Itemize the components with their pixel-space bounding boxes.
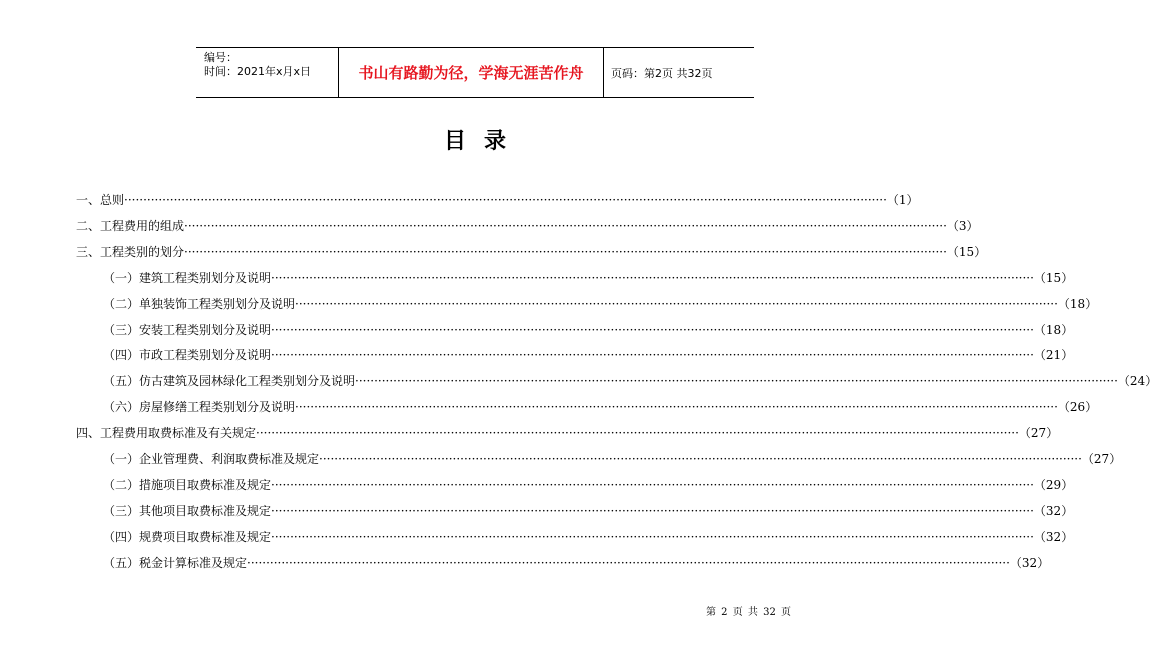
toc-entry-title: 税金计算标准及规定	[139, 555, 248, 570]
toc-entry-number: （一）	[103, 270, 140, 285]
header-page-code: 页码：第2页 共32页	[611, 67, 713, 80]
toc-entry-number: （二）	[103, 477, 140, 492]
toc-entry-page: （32）	[1009, 555, 1050, 570]
toc-entry[interactable]	[103, 296, 1098, 312]
toc-entry[interactable]	[76, 425, 1059, 441]
toc-dot-leader: ········································································································································································································	[184, 218, 947, 233]
toc-entry-title: 企业管理费、利润取费标准及规定	[139, 452, 320, 466]
page-footer: 第 2 页 共 32 页	[706, 607, 791, 618]
toc-entry[interactable]	[103, 477, 1074, 493]
toc-entry[interactable]	[76, 244, 987, 260]
toc-entry-number: （六）	[103, 400, 140, 415]
toc-entry-page: （1）	[886, 193, 919, 207]
document-title: 目录	[443, 128, 524, 154]
toc-dot-leader: ········································································································································································································	[184, 244, 947, 259]
toc-entry-title: 安装工程类别划分及说明	[139, 322, 272, 337]
toc-entry[interactable]	[103, 503, 1074, 519]
toc-entry-title: 工程费用的组成	[100, 218, 185, 233]
toc-dot-leader: ········································································································································································································	[355, 374, 1118, 389]
toc-entry[interactable]	[76, 192, 919, 208]
toc-entry-page: （24）	[1117, 374, 1157, 389]
toc-entry-title: 市政工程类别划分及说明	[139, 348, 272, 363]
toc-entry-title: 工程类别的划分	[100, 244, 185, 259]
toc-entry-page: （32）	[1033, 529, 1074, 544]
toc-entry-page: （26）	[1057, 400, 1098, 415]
toc-entry[interactable]	[103, 347, 1074, 363]
toc-entry-title: 其他项目取费标准及规定	[139, 503, 272, 518]
toc-dot-leader: ········································································································································································································	[124, 193, 887, 207]
toc-dot-leader: ········································································································································································································	[271, 348, 1034, 363]
toc-entry-page: （3）	[946, 218, 979, 233]
toc-entry-number: （五）	[103, 374, 140, 389]
toc-entry-number: 四、	[76, 426, 101, 441]
toc-entry-title: 总则	[100, 193, 125, 207]
toc-dot-leader: ········································································································································································································	[271, 529, 1034, 544]
toc-entry-number: 二、	[76, 218, 101, 233]
toc-dot-leader: ········································································································································································································	[271, 503, 1034, 518]
toc-entry-number: （三）	[103, 503, 140, 518]
toc-entry-title: 规费项目取费标准及规定	[139, 529, 272, 544]
toc-entry-page: （27）	[1081, 452, 1122, 466]
toc-entry-page: （21）	[1033, 348, 1074, 363]
toc-entry-number: （四）	[103, 348, 140, 363]
toc-entry-number: （三）	[103, 322, 140, 337]
toc-dot-leader: ········································································································································································································	[271, 322, 1034, 337]
toc-entry-title: 工程费用取费标准及有关规定	[100, 426, 257, 441]
toc-entry[interactable]	[103, 529, 1074, 545]
toc-entry-title: 房屋修缮工程类别划分及说明	[139, 400, 296, 415]
toc-dot-leader: ········································································································································································································	[247, 555, 1010, 570]
toc-dot-leader: ········································································································································································································	[295, 400, 1058, 415]
document-number-label: 编号：	[204, 51, 237, 64]
toc-entry-number: 三、	[76, 244, 101, 259]
toc-entry[interactable]	[103, 555, 1050, 571]
toc-dot-leader: ········································································································································································································	[295, 296, 1058, 311]
toc-entry-title: 仿古建筑及园林绿化工程类别划分及说明	[139, 374, 356, 389]
header-slogan: 书山有路勤为径，学海无涯苦作舟	[358, 64, 584, 82]
toc-entry-page: （18）	[1057, 296, 1098, 311]
toc-dot-leader: ········································································································································································································	[256, 426, 1019, 441]
toc-entry-page: （29）	[1033, 477, 1074, 492]
toc-entry[interactable]	[76, 218, 979, 234]
toc-dot-leader: ········································································································································································································	[271, 270, 1034, 285]
toc-entry-title: 建筑工程类别划分及说明	[139, 270, 272, 285]
toc-entry-page: （18）	[1033, 322, 1074, 337]
toc-entry-number: （四）	[103, 529, 140, 544]
toc-entry[interactable]	[103, 322, 1074, 338]
toc-entry-page: （32）	[1033, 503, 1074, 518]
toc-entry[interactable]	[103, 399, 1098, 415]
document-time-label: 时间：2021年x月x日	[204, 65, 312, 78]
toc-dot-leader: ········································································································································································································	[319, 452, 1082, 466]
toc-entry-number: 一、	[76, 193, 101, 207]
toc-entry-title: 单独装饰工程类别划分及说明	[139, 296, 296, 311]
toc-entry-number: （五）	[103, 555, 140, 570]
toc-entry-title: 措施项目取费标准及规定	[139, 477, 272, 492]
toc-entry-page: （15）	[1033, 270, 1074, 285]
toc-entry-page: （15）	[946, 244, 987, 259]
toc-entry[interactable]	[103, 373, 1157, 389]
toc-entry-page: （27）	[1018, 426, 1059, 441]
toc-entry[interactable]	[103, 451, 1122, 467]
toc-entry[interactable]	[103, 270, 1074, 286]
toc-entry-number: （二）	[103, 296, 140, 311]
toc-entry-number: （一）	[103, 452, 140, 466]
toc-dot-leader: ········································································································································································································	[271, 477, 1034, 492]
